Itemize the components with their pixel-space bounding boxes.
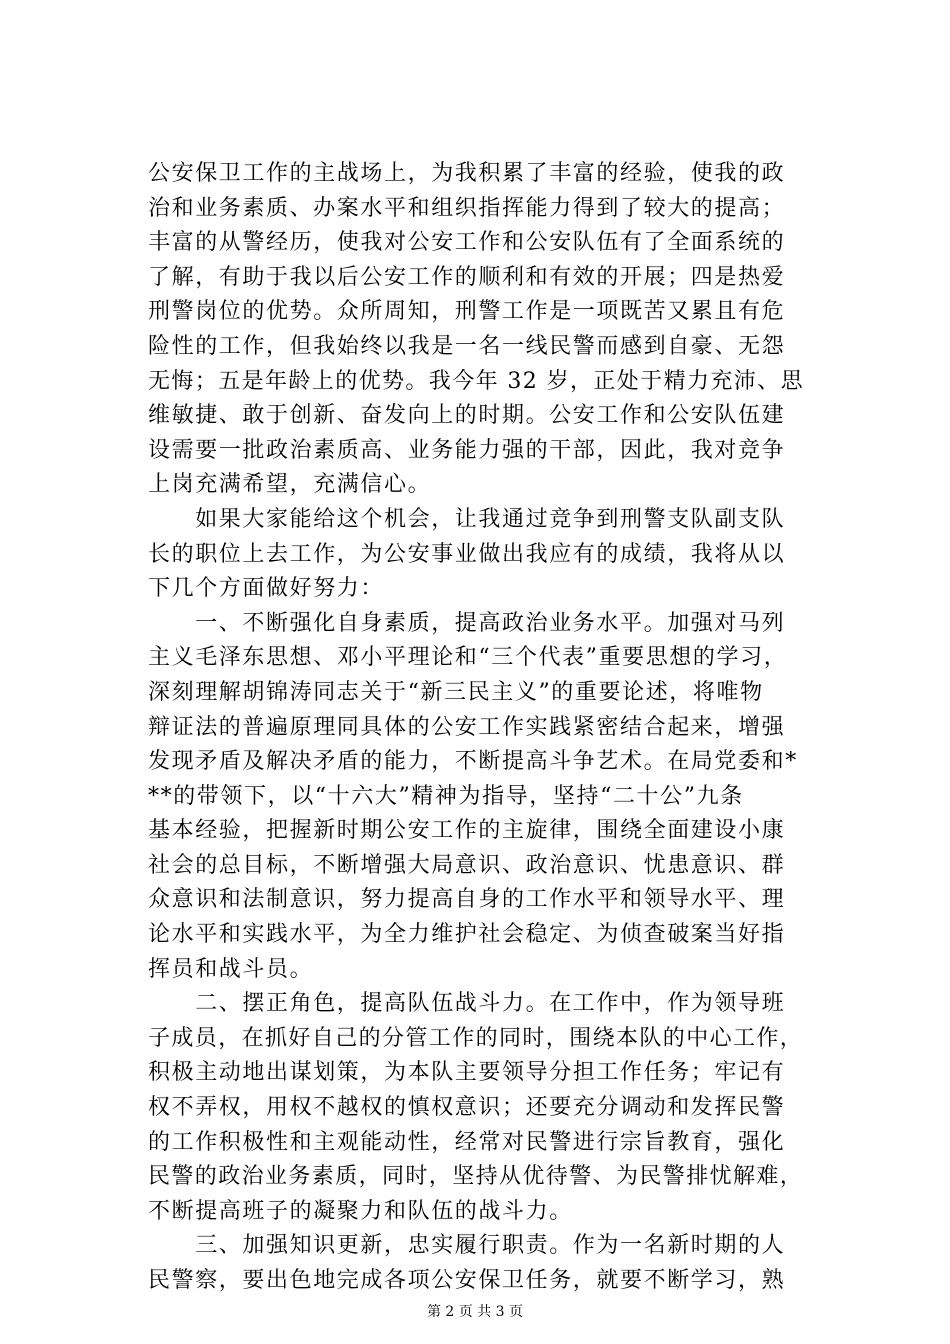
document-body <box>148 157 808 1299</box>
text-line: 深刻理解胡锦涛同志关于“新三民主义”的重要论述，将唯物 <box>148 679 764 705</box>
text-line: **的带领下，以“十六大”精神为指导，坚持“二十公”九条 <box>148 783 744 809</box>
text-line: 不断提高班子的凝聚力和队伍的战斗力。 <box>148 1198 573 1224</box>
text-line: 险性的工作，但我始终以我是一名一线民警而感到自豪、无怨 <box>148 333 786 359</box>
text-line: 无悔；五是年龄上的优势。我今年 32 岁，正处于精力充沛、思 <box>148 368 804 394</box>
text-line: 子成员，在抓好自己的分管工作的同时，围绕本队的中心工作， <box>148 1025 804 1051</box>
text-line: 设需要一批政治素质高、业务能力强的干部，因此，我对竞争 <box>148 437 786 463</box>
text-line: 一、不断强化自身素质，提高政治业务水平。加强对马列 <box>148 610 786 636</box>
text-line: 刑警岗位的优势。众所周知，刑警工作是一项既苦又累且有危 <box>148 299 786 325</box>
text-line: 辩证法的普遍原理同具体的公安工作实践紧密结合起来，增强 <box>148 714 786 740</box>
text-line: 挥员和战斗员。 <box>148 956 314 982</box>
text-line: 民警的政治业务素质，同时，坚持从优待警、为民警排忧解难， <box>148 1164 804 1190</box>
text-line: 上岗充满希望，充满信心。 <box>148 472 432 498</box>
text-line: 三、加强知识更新，忠实履行职责。作为一名新时期的人 <box>148 1233 786 1259</box>
text-line: 社会的总目标，不断增强大局意识、政治意识、忧患意识、群 <box>148 852 786 878</box>
text-line: 公安保卫工作的主战场上，为我积累了丰富的经验，使我的政 <box>148 161 786 186</box>
text-line: 的工作积极性和主观能动性，经常对民警进行宗旨教育，强化 <box>148 1129 786 1155</box>
text-line: 主义毛泽东思想、邓小平理论和“三个代表”重要思想的学习， <box>148 645 788 671</box>
text-line: 论水平和实践水平，为全力维护社会稳定、为侦查破案当好指 <box>148 922 786 948</box>
text-line: 权不弄权，用权不越权的慎权意识；还要充分调动和发挥民警 <box>148 1095 786 1121</box>
text-line: 丰富的从警经历，使我对公安工作和公安队伍有了全面系统的 <box>148 230 786 256</box>
text-line: 下几个方面做好努力： <box>148 576 385 602</box>
page-footer: 第 2 页 共 3 页 <box>426 1304 524 1320</box>
text-line: 积极主动地出谋划策，为本队主要领导分担工作任务；牢记有 <box>148 1060 786 1086</box>
text-line: 众意识和法制意识，努力提高自身的工作水平和领导水平、理 <box>148 887 786 913</box>
text-line: 如果大家能给这个机会，让我通过竞争到刑警支队副支队 <box>148 506 786 532</box>
text-line: 长的职位上去工作，为公安事业做出我应有的成绩，我将从以 <box>148 541 786 567</box>
text-line: 民警察，要出色地完成各项公安保卫任务，就要不断学习，熟 <box>148 1268 786 1293</box>
text-line: 基本经验，把握新时期公安工作的主旋律，围绕全面建设小康 <box>148 818 786 844</box>
text-line: 维敏捷、敢于创新、奋发向上的时期。公安工作和公安队伍建 <box>148 403 786 429</box>
text-line: 发现矛盾及解决矛盾的能力，不断提高斗争艺术。在局党委和* <box>148 749 798 775</box>
text-line: 治和业务素质、办案水平和组织指挥能力得到了较大的提高； <box>148 195 786 221</box>
text-line: 二、摆正角色，提高队伍战斗力。在工作中，作为领导班 <box>148 991 786 1017</box>
text-line: 了解，有助于我以后公安工作的顺利和有效的开展；四是热爱 <box>148 264 786 290</box>
